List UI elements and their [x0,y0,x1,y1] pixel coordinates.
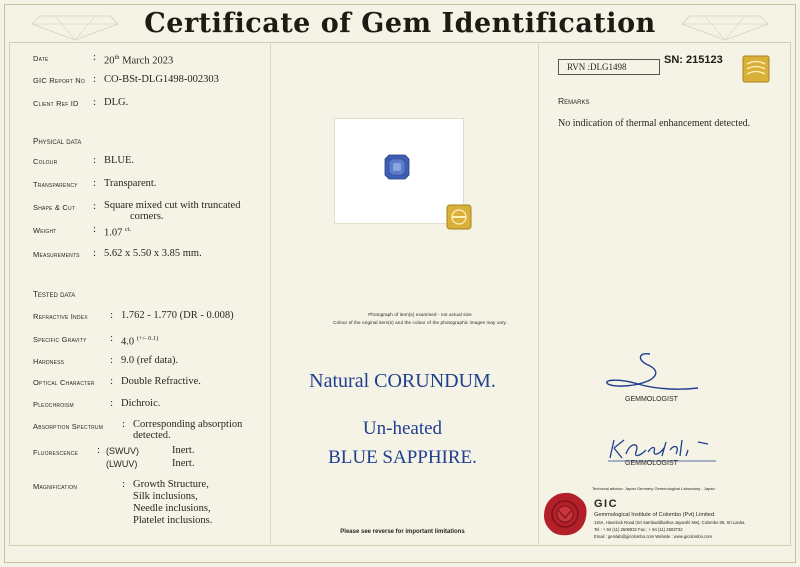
tested-data-heading: Tested data [33,290,76,299]
gemmologist-title-1: GEMMOLOGIST [625,396,678,403]
certificate-title: Certificate of Gem Identification [144,8,656,39]
gold-hologram-seal-icon [446,204,472,230]
fluorescence-sw-tag: (SWUV) [106,446,139,456]
refractive-index-value: 1.762 - 1.770 (DR - 0.008) [121,310,234,321]
absorption-spectrum-value-line1: Corresponding absorption [133,419,243,430]
fluorescence-sw-value: Inert. [172,445,195,456]
optical-character-value: Double Refractive. [121,376,201,387]
institute-name: Gemmological Institute of Colombo (Pvt) Limited. [594,512,716,518]
photo-disclaimer-line2: Colour of the original item(s) and the colour of the photographic images may vary. [333,320,507,325]
separator: : [110,332,114,344]
pleochroism-value: Dichroic. [121,398,161,409]
gic-logo: GIC [594,498,619,510]
gold-security-chip-icon [742,55,770,83]
separator: : [110,397,114,409]
absorption-spectrum-value-line2: detected. [133,430,171,441]
specific-gravity-label: Specific Gravity [33,335,87,344]
specific-gravity-value: 4.0 $^{(+/- 0.1)}$ [121,335,159,348]
separator: : [93,96,97,108]
shape-cut-label: Shape & Cut [33,203,76,212]
technical-advisor-note: Technical advisor: Japan Germany Gemmological Laboratory - Japan [592,486,715,491]
gemmologist-title-2: GEMMOLOGIST [625,460,678,467]
client-ref-label: Client Ref ID [33,99,79,108]
photo-disclaimer-line1: Photograph of item(s) examined - not actual size [368,312,472,317]
magnification-value: Platelet inclusions. [133,515,213,526]
magnification-label: Magnification [33,482,78,491]
magnification-value: Silk inclusions, [133,491,198,502]
hardness-label: Hardness [33,357,65,366]
transparency-value: Transparent. [104,178,157,189]
separator: : [122,478,126,490]
shape-cut-value-line1: Square mixed cut with truncated [104,200,241,211]
hardness-value: 9.0 (ref data). [121,355,179,366]
gem-species: Natural CORUNDUM. [309,370,496,392]
optical-character-label: Optical Character [33,378,95,387]
serial-number: SN: 215123 [664,54,723,66]
separator: : [110,354,114,366]
separator: : [93,200,97,212]
rvn-box: RVN :DLG1498 [558,59,660,75]
separator: : [93,73,97,85]
date-label: Date [33,54,49,63]
weight-value: 1.07 $^{ct.}$ [104,226,132,239]
weight-label: Weight [33,226,57,235]
separator: : [93,247,97,259]
magnification-value: Needle inclusions, [133,503,211,514]
client-ref-value: DLG. [104,97,129,108]
shape-cut-value-line2: corners. [130,211,164,222]
magnification-value: Growth Structure, [133,479,209,490]
separator: : [93,51,97,63]
report-number-value: CO-BSt-DLG1498-002303 [104,74,219,85]
separator: : [93,177,97,189]
sapphire-gem-image [384,154,410,180]
separator: : [110,375,114,387]
fluorescence-lw-tag: (LWUV) [106,459,138,469]
pleochroism-label: Pleochroism [33,400,74,409]
separator: : [93,223,97,235]
gem-treatment: Un-heated [362,418,443,439]
measurements-label: Measurements [33,250,80,259]
wax-seal-icon [542,491,588,537]
remarks-text: No indication of thermal enhancement detected. [558,118,751,129]
measurements-value: 5.62 x 5.50 x 3.85 mm. [104,248,202,259]
physical-data-heading: Physical data [33,137,82,146]
colour-value: BLUE. [104,155,135,166]
institute-phone: Tel : + 94 (11) 2506932 Fax : + 94 (11) 2503732 [594,527,683,532]
refractive-index-label: Refractive Index [33,312,88,321]
separator: : [110,309,114,321]
remarks-heading: Remarks [558,96,590,106]
gem-variety: BLUE SAPPHIRE. [328,447,477,468]
transparency-label: Transparency [33,180,78,189]
separator: : [122,418,126,430]
report-number-label: GIC Report No [33,76,85,85]
separator: : [93,154,97,166]
absorption-spectrum-label: Absorption Spectrum [33,422,104,431]
separator: : [97,444,101,456]
fluorescence-label: Fluorescence [33,448,79,457]
gemmologist-signature-1 [598,350,718,400]
institute-address: 115A, Havelock Road (Sri Sambuddhathva Jayanthi Mw), Colombo 05. Sri Lanka. [594,520,746,525]
institute-email: Email : gemlab@gicolombo.com Website : www.gicolombo.com [594,534,712,539]
limitations-note: Please see reverse for important limitations [340,529,465,535]
colour-label: Colour [33,157,58,166]
fluorescence-lw-value: Inert. [172,458,195,469]
date-value: 20th March 2023 [104,54,174,67]
